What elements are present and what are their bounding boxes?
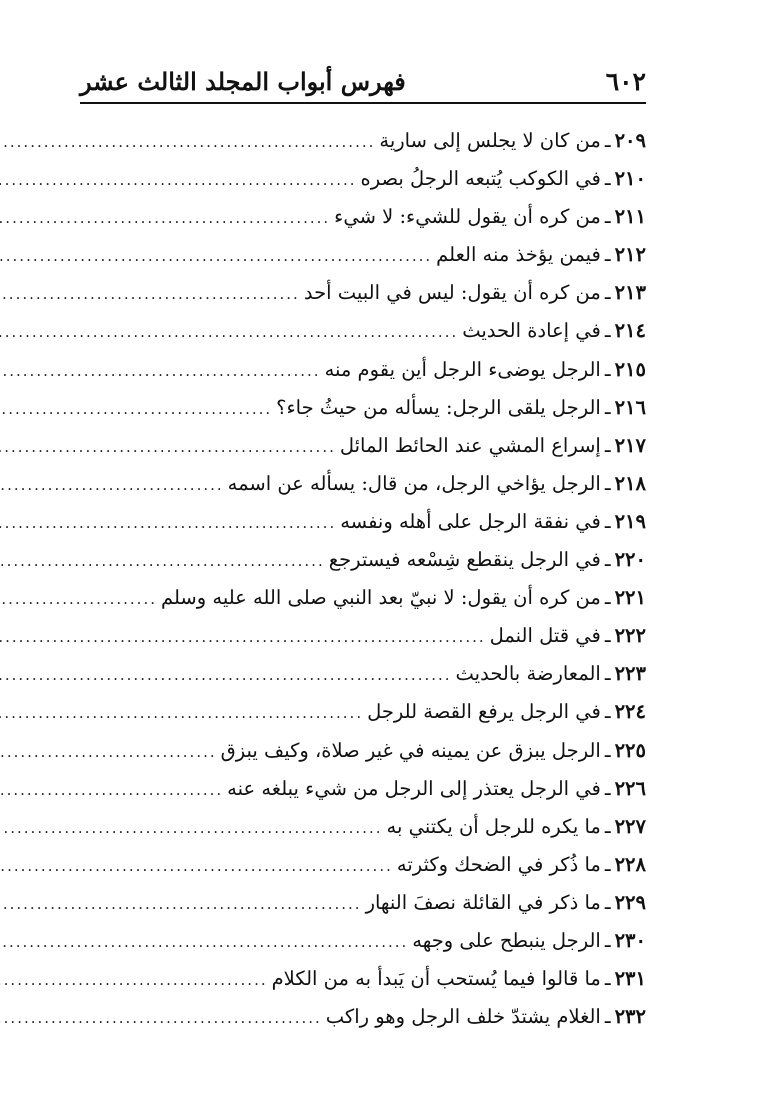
- dot-leader: [0, 618, 486, 656]
- dot-leader: [0, 580, 157, 618]
- dot-leader: [0, 847, 393, 885]
- entry-number: ٢٢٤: [614, 700, 646, 724]
- entry-title: ما ذُكر في الضحك وكثرته: [396, 852, 601, 876]
- entry-title: فيمن يؤخذ منه العلم: [436, 243, 601, 267]
- toc-entry: [80, 122, 646, 160]
- dot-leader: [0, 352, 321, 390]
- toc-entry: [80, 503, 646, 541]
- toc-entry: [80, 808, 646, 846]
- entry-number: ٢١١: [614, 205, 646, 229]
- toc-entry: [80, 198, 646, 236]
- entry-title: في قتل النمل: [489, 624, 601, 648]
- toc-entry: [80, 236, 646, 274]
- dot-leader: [0, 390, 272, 428]
- entry-title: من كره أن يقول: لا نبيّ بعد النبي صلى الله عليه وسلم: [160, 586, 601, 610]
- dot-leader: [0, 923, 408, 961]
- dot-leader: [0, 161, 357, 199]
- entry-separator: ـ: [604, 433, 611, 457]
- dot-leader: [0, 999, 322, 1037]
- entry-title: الرجل يلقى الرجل: يسأله من حيثُ جاء؟: [276, 395, 601, 419]
- entry-number: ٢٢٨: [614, 852, 646, 876]
- entry-number: ٢١٨: [614, 471, 646, 495]
- toc-entry: [80, 732, 646, 770]
- entry-separator: ـ: [604, 662, 611, 686]
- toc-entry: [80, 846, 646, 884]
- entry-separator: ـ: [604, 319, 611, 343]
- dot-leader: [0, 504, 336, 542]
- table-of-contents: [80, 122, 646, 1036]
- entry-number: ٢٣١: [614, 967, 646, 991]
- toc-entry: [80, 884, 646, 922]
- toc-entry: [80, 465, 646, 503]
- entry-number: ٢١٥: [614, 357, 646, 381]
- entry-separator: ـ: [604, 1005, 611, 1029]
- entry-title: في نفقة الرجل على أهله ونفسه: [340, 509, 601, 533]
- entry-number: ٢٢٠: [614, 548, 646, 572]
- dot-leader: [0, 199, 330, 237]
- entry-number: ٢٢٢: [614, 624, 646, 648]
- entry-number: ٢٢٥: [614, 738, 646, 762]
- toc-entry: [80, 541, 646, 579]
- dot-leader: [0, 466, 224, 504]
- entry-title: من كره أن يقول للشيء: لا شيء: [334, 205, 601, 229]
- entry-separator: ـ: [604, 548, 611, 572]
- toc-entry: [80, 389, 646, 427]
- entry-title: الرجل يبزق عن يمينه في غير صلاة، وكيف يبزق: [220, 738, 601, 762]
- entry-title: في الرجل يعتذر إلى الرجل من شيء يبلغه عنه: [227, 776, 601, 800]
- toc-entry: [80, 427, 646, 465]
- entry-title: في الرجل ينقطع شِسْعه فيسترجع: [328, 548, 601, 572]
- entry-title: ما ذكر في القائلة نصفَ النهار: [365, 890, 601, 914]
- toc-entry: [80, 579, 646, 617]
- entry-separator: ـ: [604, 281, 611, 305]
- toc-entry: [80, 312, 646, 350]
- entry-separator: ـ: [604, 967, 611, 991]
- entry-separator: ـ: [604, 624, 611, 648]
- entry-title: في الكوكب يُتبعه الرجلُ بصره: [360, 167, 601, 191]
- entry-number: ٢٢١: [614, 586, 646, 610]
- entry-separator: ـ: [604, 928, 611, 952]
- entry-number: ٢٣٠: [614, 928, 646, 952]
- entry-number: ٢١٩: [614, 509, 646, 533]
- entry-number: ٢٢٩: [614, 890, 646, 914]
- entry-number: ٢١٠: [614, 167, 646, 191]
- entry-number: ٢١٦: [614, 395, 646, 419]
- entry-title: المعارضة بالحديث: [455, 662, 601, 686]
- toc-entry: [80, 617, 646, 655]
- toc-entry: [80, 655, 646, 693]
- entry-title: ما قالوا فيما يُستحب أن يَبدأ به من الكلام: [271, 967, 601, 991]
- dot-leader: [0, 542, 325, 580]
- entry-number: ٢٢٦: [614, 776, 646, 800]
- dot-leader: [0, 275, 300, 313]
- entry-separator: ـ: [604, 852, 611, 876]
- toc-entry: [80, 351, 646, 389]
- entry-separator: ـ: [604, 167, 611, 191]
- dot-leader: [0, 733, 217, 771]
- entry-number: ٢٢٧: [614, 814, 646, 838]
- entry-separator: ـ: [604, 814, 611, 838]
- dot-leader: [0, 123, 375, 161]
- entry-separator: ـ: [604, 509, 611, 533]
- dot-leader: [0, 313, 458, 351]
- entry-separator: ـ: [604, 700, 611, 724]
- entry-separator: ـ: [604, 205, 611, 229]
- entry-separator: ـ: [604, 243, 611, 267]
- entry-title: إسراع المشي عند الحائط المائل: [339, 433, 601, 457]
- entry-title: الرجل يؤاخي الرجل، من قال: يسأله عن اسمه: [227, 471, 601, 495]
- page-number: ٦٠٢: [605, 67, 646, 96]
- entry-separator: ـ: [604, 890, 611, 914]
- entry-number: ٢١٤: [614, 319, 646, 343]
- toc-entry: [80, 998, 646, 1036]
- dot-leader: [0, 809, 382, 847]
- entry-title: ما يكره للرجل أن يكتني به: [386, 814, 601, 838]
- entry-separator: ـ: [604, 357, 611, 381]
- running-title: فهرس أبواب المجلد الثالث عشر: [80, 67, 406, 96]
- dot-leader: [0, 885, 362, 923]
- toc-entry: [80, 960, 646, 998]
- toc-entry: [80, 274, 646, 312]
- toc-entry: [80, 922, 646, 960]
- entry-title: الرجل يوضىء الرجل أين يقوم منه: [324, 357, 601, 381]
- toc-entry: [80, 693, 646, 731]
- entry-number: ٢٠٩: [614, 129, 646, 152]
- entry-number: ٢٢٣: [614, 662, 646, 686]
- dot-leader: [0, 428, 336, 466]
- entry-title: من كره أن يقول: ليس في البيت أحد: [303, 281, 601, 305]
- entry-separator: ـ: [604, 776, 611, 800]
- dot-leader: [0, 237, 432, 275]
- entry-title: من كان لا يجلس إلى سارية: [379, 129, 601, 152]
- entry-number: ٢١٢: [614, 243, 646, 267]
- entry-title: الغلام يشتدّ خلف الرجل وهو راكب: [325, 1005, 601, 1029]
- entry-number: ٢١٣: [614, 281, 646, 305]
- entry-title: الرجل ينبطح على وجهه: [412, 928, 601, 952]
- entry-title: في إعادة الحديث: [462, 319, 601, 343]
- entry-separator: ـ: [604, 471, 611, 495]
- entry-number: ٢٣٢: [614, 1005, 646, 1029]
- entry-separator: ـ: [604, 395, 611, 419]
- entry-title: في الرجل يرفع القصة للرجل: [367, 700, 601, 724]
- toc-entry: [80, 770, 646, 808]
- dot-leader: [0, 656, 452, 694]
- entry-separator: ـ: [604, 586, 611, 610]
- dot-leader: [0, 961, 268, 999]
- toc-entry: [80, 160, 646, 198]
- entry-number: ٢١٧: [614, 433, 646, 457]
- entry-separator: ـ: [604, 129, 611, 152]
- entry-separator: ـ: [604, 738, 611, 762]
- dot-leader: [0, 771, 223, 809]
- dot-leader: [0, 694, 363, 732]
- page-header: [80, 60, 646, 104]
